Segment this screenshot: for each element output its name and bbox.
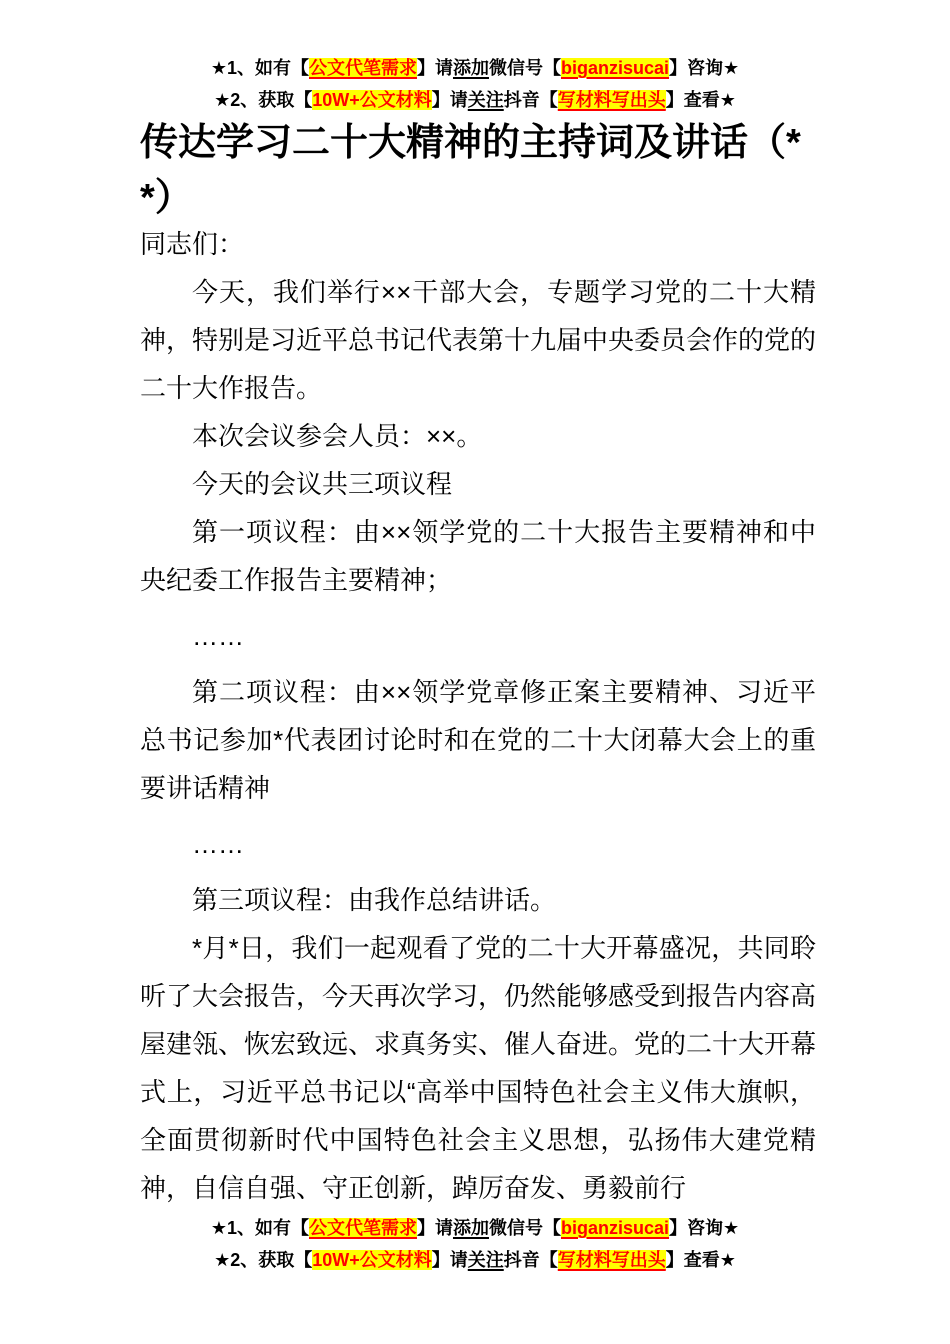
paragraph: 本次会议参会人员：××。 [192,421,483,451]
paragraph: 同志们： [140,229,245,259]
banner-segment: 10W+公文材料 [312,1250,432,1270]
banner-segment: 】请 [416,1218,453,1238]
promo-banner-bottom [0,1212,950,1276]
banner-segment: 】请 [416,58,453,78]
promo-line-2 [0,1244,950,1276]
banner-segment: 抖音【 [503,90,558,110]
promo-line-2 [0,84,950,116]
banner-segment: 微信号【 [488,58,561,78]
paragraph: *月*日，我们一起观看了党的二十大开幕盛况，共同聆听了大会报告，今天再次学习，仍然能够感受到报告内容高屋建瓴、恢宏致远、求真务实、催人奋进。党的二十大开幕式上，习近平总书记以“高举中国特色社会主义伟大旗帜，全面贯彻新时代中国特色社会主义思想，弘扬伟大建党精神，自信自强、守正创新，踔厉奋发、勇毅前行 [140,933,817,1203]
document-body [140,220,816,1212]
banner-segment: 公文代笔需求 [308,1218,417,1238]
paragraph: 第二项议程：由××领学党章修正案主要精神、习近平总书记参加*代表团讨论时和在党的二十大闭幕大会上的重要讲话精神 [140,677,816,803]
paragraph: 今天，我们举行××干部大会，专题学习党的二十大精神，特别是习近平总书记代表第十九届中央委员会作的党的二十大作报告。 [140,277,817,403]
banner-segment: 添加 [452,1218,489,1238]
ellipsis-line: …… [192,621,244,651]
banner-segment: 添加 [452,58,489,78]
banner-segment: 写材料写出头 [557,90,666,110]
banner-segment: 公文代笔需求 [308,58,417,78]
banner-segment: 】请 [431,90,468,110]
banner-segment: 10W+公文材料 [312,90,432,110]
paragraph: 第三项议程：由我作总结讲话。 [192,885,557,915]
banner-segment: 微信号【 [488,1218,561,1238]
promo-banner-top [0,52,950,116]
banner-segment: 写材料写出头 [557,1250,666,1270]
banner-segment: ★2、获取【 [214,90,313,110]
paragraph: 今天的会议共三项议程 [192,469,453,499]
banner-segment: 】咨询★ [669,58,740,78]
banner-segment: 】咨询★ [669,1218,740,1238]
paragraph: 第一项议程：由××领学党的二十大报告主要精神和中央纪委工作报告主要精神； [140,517,816,595]
banner-segment: ★1、如有【 [210,58,309,78]
banner-segment: ★1、如有【 [210,1218,309,1238]
banner-segment: biganzisucai [560,1218,670,1238]
banner-segment: 关注 [467,1250,504,1270]
banner-segment: 】查看★ [665,90,736,110]
page-title: 传达学习二十大精神的主持词及讲话（**） [140,122,801,219]
banner-segment: 关注 [467,90,504,110]
banner-segment: 】查看★ [665,1250,736,1270]
banner-segment: ★2、获取【 [214,1250,313,1270]
ellipsis-line: …… [192,829,244,859]
banner-segment: 】请 [431,1250,468,1270]
banner-segment: 抖音【 [503,1250,558,1270]
banner-segment: biganzisucai [560,58,670,78]
promo-line-1 [0,1212,950,1244]
promo-line-1 [0,52,950,84]
